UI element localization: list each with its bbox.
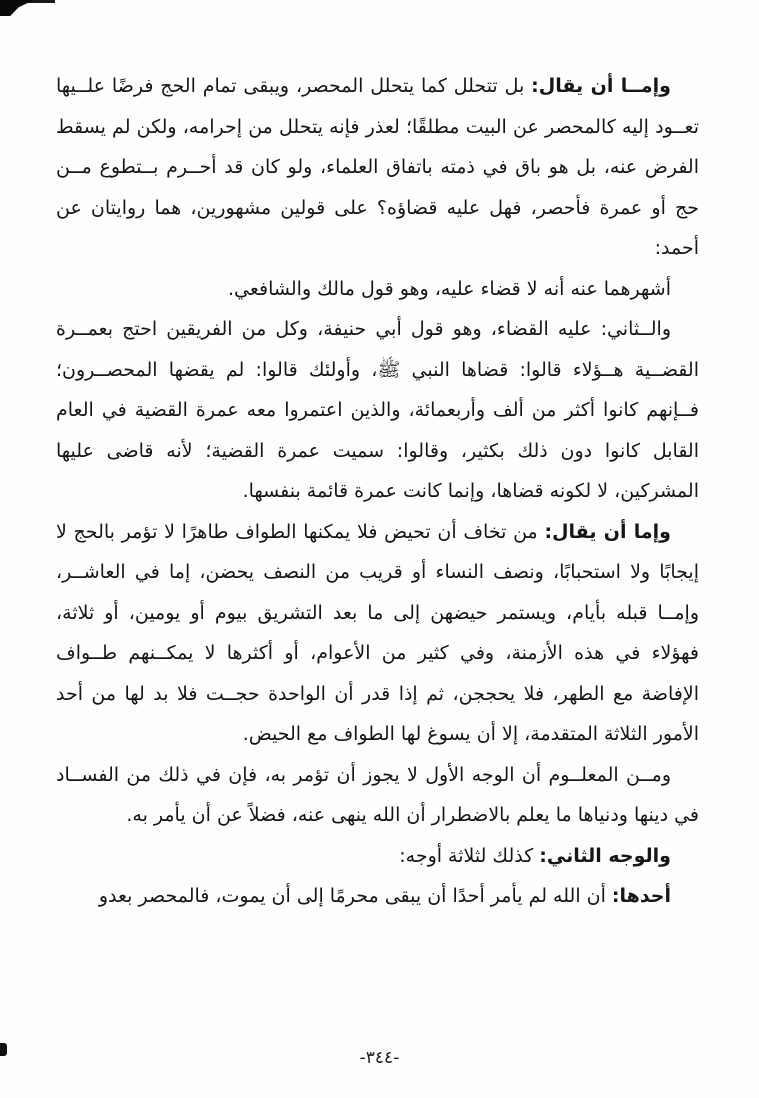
- paragraph-6-text: كذلك لثلاثة أوجه:: [399, 844, 540, 867]
- paragraph-5-text: ومــن المعلــوم أن الوجه الأول لا يجوز أن تؤمر به، فإن في ذلك من الفســاد في دينها ودنياها ما يعلم بالاضطرار أن الله ينهى عنه، فضلاً عن أن يأمر به.: [56, 763, 699, 826]
- paragraph-1-text: بل تتحلل كما يتحلل المحصر، ويبقى تمام الحج فرضًا علــيها تعــود إليه كالمحصر عن البيت مطلقًا؛ لعذر فإنه يتحلل من إحرامه، ولكن لم يسقط الفرض عنه، بل هو باق في ذمته باتفاق العلماء، ولو كان قد أحــرم بــتطوع مــن حج أو عمرة فأحصر، فهل عليه قضاؤه؟ على قولين مشهورين، هما روايتان عن أحمد:: [56, 75, 699, 259]
- paragraph-4: [56, 512, 699, 755]
- paragraph-2: [56, 269, 699, 310]
- paragraph-4-lead: وإما أن يقال:: [544, 520, 671, 543]
- paragraph-3-text: والــثاني: عليه القضاء، وهو قول أبي حنيفة، وكل من الفريقين احتج بعمــرة القضــية هــؤلاء قالوا: قضاها النبي ﷺ، وأولئك قالوا: لم يقضها المحصــرون؛ فــإنهم كانوا أكثر من ألف وأربعمائة، والذين اعتمروا معه عمرة القضية في العام القابل كانوا دون ذلك بكثير، وقالوا: سميت عمرة القضية؛ لأنه قاضى عليها المشركين، لا لكونه قضاها، وإنما كانت عمرة قائمة بنفسها.: [56, 318, 699, 502]
- paragraph-7-text: أن الله لم يأمر أحدًا أن يبقى محرمًا إلى أن يموت، فالمحصر بعدو: [98, 885, 612, 907]
- paragraph-5: [56, 755, 699, 836]
- paragraph-6-lead: والوجه الثاني:: [539, 844, 671, 867]
- paragraph-7: [56, 876, 699, 917]
- paragraph-6: [56, 836, 699, 877]
- paragraph-2-text: أشهرهما عنه أنه لا قضاء عليه، وهو قول مالك والشافعي.: [228, 277, 671, 300]
- paragraph-7-lead: أحدها:: [611, 885, 671, 907]
- paragraph-3: [56, 309, 699, 512]
- page-text: [56, 66, 699, 917]
- scan-artifact-top-left: [0, 0, 34, 16]
- page-number: -٣٤٤-: [359, 1048, 400, 1068]
- paragraph-1-lead: وإمــا أن يقال:: [531, 75, 671, 97]
- paragraph-4-text: من تخاف أن تحيض فلا يمكنها الطواف طاهرًا لا تؤمر بالحج لا إيجابًا ولا استحبابًا، ونصف النساء أو قريب من النصف يحضن، إما في العاشــر، وإمــا قبله بأيام، ويستمر حيضهن إلى ما بعد التشريق بيوم أو يومين، أو ثلاثة، فهؤلاء في هذه الأزمنة، وفي كثير من الأعوام، أو أكثرها لا يمكــنهم طــواف الإفاضة مع الطهر، فلا يحججن، ثم إذا قدر أن الواحدة حجــت فلا بد لها من أحد الأمور الثلاثة المتقدمة، إلا أن يسوغ لها الطواف مع الحيض.: [56, 520, 699, 745]
- paragraph-1: [56, 66, 699, 269]
